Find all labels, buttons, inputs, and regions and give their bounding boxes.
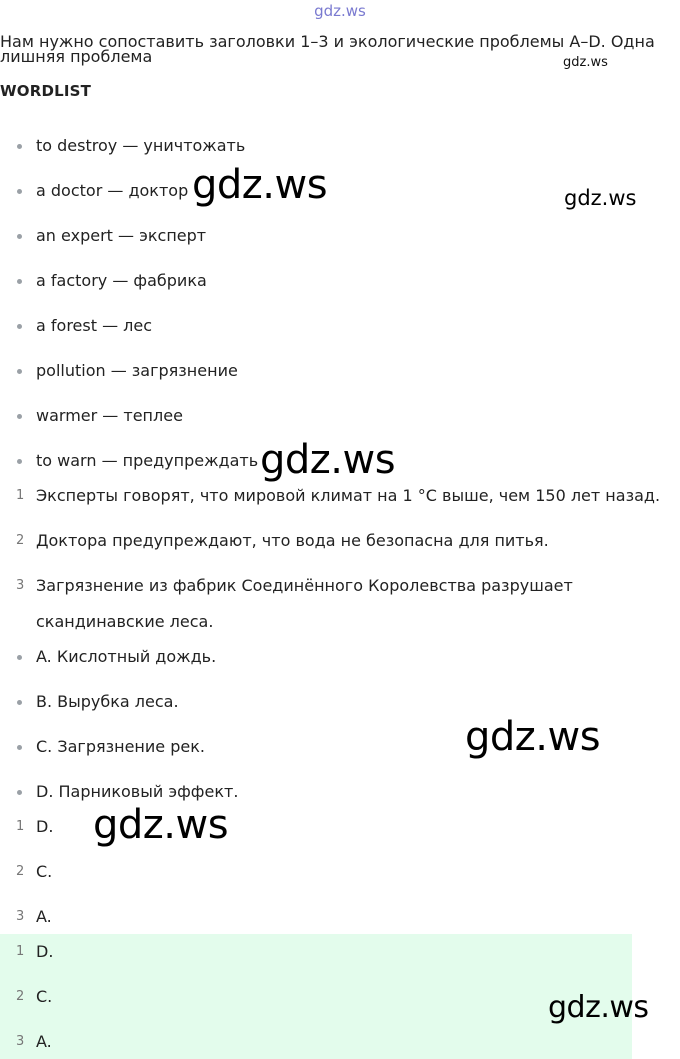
top-watermark: gdz.ws [314,2,366,20]
watermark: gdz.ws [93,802,229,848]
bullet-icon [17,144,22,149]
bullet-icon [17,189,22,194]
highlighted-answer-block [0,934,632,1059]
watermark: gdz.ws [260,437,396,483]
watermark: gdz.ws [465,714,601,760]
bullet-icon [17,279,22,284]
bullet-icon [17,414,22,419]
small-watermark: gdz.ws [563,55,608,70]
bullet-icon [17,790,22,795]
bullet-icon [17,324,22,329]
bullet-icon [17,459,22,464]
bullet-icon [17,234,22,239]
bullet-icon [17,700,22,705]
watermark: gdz.ws [192,162,328,208]
wordlist-heading: WORDLIST [0,82,92,100]
bullet-icon [17,655,22,660]
bullet-icon [17,745,22,750]
task-instruction: Нам нужно сопоставить заголовки 1–3 и экологические проблемы A–D. Одна [0,32,655,51]
bullet-icon [17,369,22,374]
watermark: gdz.ws [548,990,649,1025]
task-instruction-cut-line: лишняя проблема [0,47,153,66]
watermark: gdz.ws [564,186,637,210]
